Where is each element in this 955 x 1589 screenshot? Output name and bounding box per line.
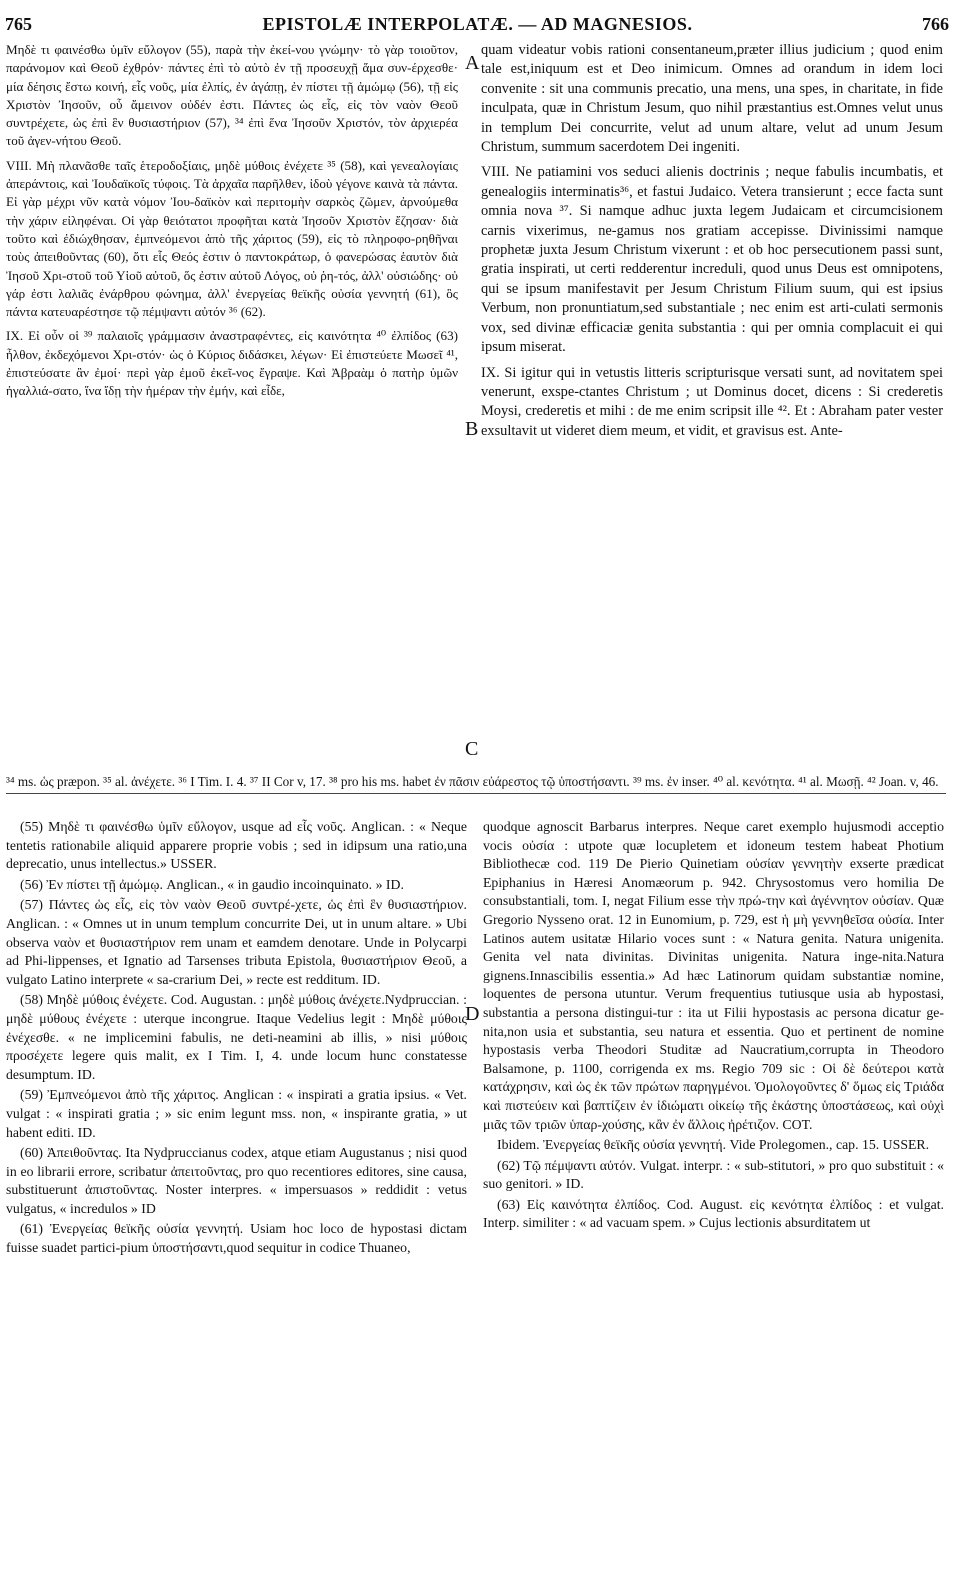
page-header xyxy=(0,14,955,36)
footnote: (55) Μηδὲ τι φαινέσθω ὑμῖν εὔλογον, usque ad εἷς νοῦς. Anglican. : « Neque tentetis rationabile aliquid apparere proprie vobis ; sed in idipsum una ratio,una deprecatio, unus intellectus.» USSER. xyxy=(6,819,467,872)
critical-apparatus: ³⁴ ms. ὡς præpon. ³⁵ al. ἀνέχετε. ³⁶ I Tim. I. 4. ³⁷ II Cor v, 17. ³⁸ pro his ms. habet ἐν πᾶσιν εὐάρεστος τῷ ὑποστήσαντι. ³⁹ ms. ἐν inser. ⁴⁰ al. κενότητα. ⁴¹ al. Μωσῇ. ⁴² Joan. v, 46. xyxy=(6,772,946,794)
footnote: (62) Τῷ πέμψαντι αὐτόν. Vulgat. interpr. : « sub-stitutori, » pro quo substituit : « suo genitori. » ID. xyxy=(483,1157,944,1192)
latin-paragraph-viii: VIII. Ne patiamini vos seduci alienis doctrinis ; neque fabulis incumbatis, et genealogiis interminatis³⁶, et fastui Judaico. Vetera transierunt ; ecce facta sunt omnia nova ³⁷. Si namque adhuc juxta legem Judaicam et circumcisionem carnis vixerimus, ne-gamus nos gratiam accepisse. Divinissimi namque prophetæ juxta Jesum Christum vixerunt : et ob hoc persecutionem passi sunt, gratia inspirati, ut certi redderentur increduli, quod unus Deus est omnipotens, qui se ipsum manifestavit per Jesum Christum Filium suum, qui est ipsius Verbum, non pronuntiatum,sed substantiale ; nec enim est arti-culati sermonis vox, sed divinæ efficaciæ genita substantia : qui per omnia complacuit ei qui ipsum miserat. xyxy=(481,164,943,356)
left-page-number: 765 xyxy=(5,14,32,34)
latin-paragraph-ix: IX. Si igitur qui in vetustis litteris scripturisque versati sunt, ad novitatem spei venerunt, exspe-ctantes Christum ; ut Dominus docet, dicens : Si crederetis Moysi, crederetis et mihi : de me enim scripsit ille ⁴². Et : Abraham pater vester exsultavit ut videret diem meum, et vidit, et gravisus est. Ante- xyxy=(481,364,943,439)
footnote: Ibidem. Ἐνεργείας θεϊκῆς οὐσία γεννητή. Vide Prolegomen., cap. 15. USSER. xyxy=(497,1137,930,1153)
footnote: (61) Ἐνεργείας θεϊκῆς οὐσία γεννητή. Usiam hoc loco de hypostasi dictam fuisse suadet partici-pium ὑποστήσαντι,quod sequitur in codice Thuaneo, xyxy=(6,1221,467,1256)
section-marker-d: D xyxy=(465,1003,480,1025)
footnote: (57) Πάντες ὡς εἷς, εἰς τὸν ναὸν Θεοῦ συντρέ-χετε, ὡς ἐπὶ ἓν θυσιαστήριον. Anglican. : « Omnes ut in unum templum concurrite Dei, ut in unum altare. » Ubi observa ναὸν et θυσιαστήριον rem unam et eamdem denotare. Unde in Polycarpi ad Phi-lippenses, et Ignatio ad Tarsenses tributa Epistola, θυσιαστήριον Θεοῦ, a vulgato Latino interprete « sa-crarium Dei, » recte est redditum. ID. xyxy=(6,897,467,987)
greek-paragraph-vii-end: Μηδὲ τι φαινέσθω ὑμῖν εὔλογον (55), παρὰ τὴν ἐκεί-νου γνώμην· τὸ γὰρ τοιοῦτον, παράνομον καὶ Θεοῦ ἐχθρόν· πάντες ἐπὶ τὸ αὐτὸ ἐν τῇ προσευχῇ ἅμα συν-έρχεσθε· μία δέησις ἔστω κοινή, εἷς νοῦς, μία ἐλπίς, ἐν ἀγάπῃ, ἐν πίστει τῇ ἀμώμῳ (56), τῇ εἰς Χριστὸν Ἰησοῦν, οὗ ἄμεινον οὐδέν ἐστι. Πάντες ὡς εἷς, εἰς τὸν ναὸν Θεοῦ συντρέχετε, ὡς ἐπὶ ἓν θυσιαστήριον (57), ³⁴ ἐπὶ ἕνα Ἰησοῦν Χριστόν, τὸν ἀρχιερέα τοῦ ἀγεν-νήτου Θεοῦ. xyxy=(6,42,458,149)
greek-paragraph-viii: VIII. Μὴ πλανᾶσθε ταῖς ἑτεροδοξίαις, μηδὲ μύθοις ἐνέχετε ³⁵ (58), καὶ γενεαλογίαις ἀπεράντοις, καὶ Ἰουδαϊκοῖς τύφοις. Τὰ ἀρχαῖα παρῆλθεν, ἰδοὺ γέγονε καινὰ τὰ πάντα. Εἰ γὰρ μέχρι νῦν κατὰ νόμον Ἰου-δαϊκὸν καὶ περιτομὴν σαρκὸς ζῶμεν, ἀρνούμεθα τὴν χάριν εἰληφέναι. Οἱ γὰρ θειότατοι προφῆται κατὰ Ἰησοῦν Χριστὸν ἔζησαν· διὰ τοῦτο καὶ ἐδιώχθησαν, ἐμπνεόμενοι ἀπὸ τῆς χάριτος (59), εἰς τὸ πληροφο-ρηθῆναι τοὺς ἀπειθοῦντας (60), ὅτι εἷς Θεός ἐστιν ὁ παντοκράτωρ, ὁ φανερώσας ἑαυτὸν διὰ Ἰησοῦ Χρι-στοῦ τοῦ Υἱοῦ αὐτοῦ, ὅς ἐστιν αὐτοῦ Λόγος, οὐ ῥη-τός, ἀλλ' οὐσιώδης· οὐ γάρ ἐστι λαλιᾶς ἐνάρθρου φώνημα, ἀλλ' ἐνεργείας θεϊκῆς οὐσία γεννητή (61), ὃς πάντα κατευαρέστησε τῷ πέμψαντι αὐτόν ³⁶ (62). xyxy=(6,157,458,320)
greek-paragraph-ix: IX. Εἰ οὖν οἱ ³⁹ παλαιοῖς γράμμασιν ἀναστραφέντες, εἰς καινότητα ⁴⁰ ἐλπίδος (63) ἦλθον, ἐκδεχόμενοι Χρι-στόν· ὡς ὁ Κύριος διδάσκει, λέγων· Εἰ ἐπιστεύετε Μωσεῖ ⁴¹, ἐπιστεύσατε ἂν ἐμοί· περὶ γὰρ ἐμοῦ ἐκεῖ-νος ἔγραψε. Καὶ Ἀβραὰμ ὁ πατὴρ ὑμῶν ἠγαλλιά-σατο, ἵνα ἴδῃ τὴν ἡμέραν τὴν ἐμήν, καὶ εἶδε, xyxy=(6,328,458,399)
footnote: (63) Εἰς καινότητα ἐλπίδος. Cod. August. εἰς κενότητα ἐλπίδος : et vulgat. Interp. similiter : « ad vacuam spem. » Cujus lectionis absurditatem ut xyxy=(483,1196,944,1231)
section-marker-a: A xyxy=(465,52,480,74)
section-marker-b: B xyxy=(465,418,479,440)
footnotes-left-column xyxy=(6,818,467,1260)
footnote: (56) Ἐν πίστει τῇ ἀμώμῳ. Anglican., « in gaudio incoinquinato. » ID. xyxy=(20,876,404,892)
running-title: EPISTOLÆ INTERPOLATÆ. — AD MAGNESIOS. xyxy=(262,14,693,34)
footnote: (58) Μηδὲ μύθοις ἐνέχετε. Cod. Augustan. : μηδὲ μύθοις ἀνέχετε.Nydpruccian. : μηδὲ μύθους ἐνέχετε : uterque incongrue. Itaque Vedelius legit : Μηδὲ μύθοις ἐνέχεσθε. « ne implicemini fabulis, ne deti-neamini ab illis, » nisi μύθοις προσέχετε legere quis malit, ex I Tim. I, 4. unde locum hunc constatesse desumptum. ID. xyxy=(6,992,467,1082)
greek-text-column xyxy=(6,41,458,407)
footnote: (59) Ἐμπνεόμενοι ἀπὸ τῆς χάριτος. Anglican : « inspirati a gratia ipsius. « Vet. vulgat : « inspirati gratia ; » sic enim legunt mss. non, « inspirante gratia, » ut habent editi. ID. xyxy=(6,1087,467,1140)
latin-text-column xyxy=(481,41,943,447)
footnote-continuation: quodque agnoscit Barbarus interpres. Neque caret exemplo hujusmodi acceptio vocis οὐσία : utpote quæ locupletem et idoneum testem habeat Photium Bibliothecæ cod. 119 De Pierio Quinetiam οὐσίαν γεννητὴν exserte prædicat Epiphanius in Hæresi Anomæorum p. 942. Chrysostomus vero homilia De consubstantiali, tom. I, negat Filium esse τὴν πρώ-την καὶ ἀγέννητον οὐσίαν. Quæ Gregorio Nysseno orat. 12 in Eunomium, p. 729, est ἡ μὴ γεννηθεῖσα οὐσία. Inter Latinos autem usitatæ Hilario voces sunt : « Natura genita. Natura unigenita. Genita vel nata divinitas. Divinitas unigenita. Natura inge-nita.Natura gignens.Innascibilis essentia.» Ad hæc Latinorum quidam substantiæ nomine, loquentes de persona utuntur. Verum frequentius tutiusque usia ab hypostasi, substantia a persona distingui-tur : ita ut Filii hypostasis ac persona dicatur ge-nita,non usia et substantia, seu natura et essentia. Quo et pertinent de nomine hypostasis verba Theodori Studitæ ad Naucratium,corrupta in Theodoro Balsamone, p. 1100, corrigenda ex ms. Regio 709 sic : Οἱ δὲ δεύτεροι κατὰ κατάχρησιν, καὶ ὡς ἐκ τῶν πρώτων παρηγμένοι. Ὁμολογοῦντες δ' ὅμως εἰς Τριάδα καὶ πιστεύειν καὶ βαπτίζειν ἐν ἰδιώματι οἰκείῳ τῆς ἑκάστης ὑποστάσεως, καὶ οὐχὶ μιᾶς τῶν τριῶν ὑπαρ-χούσης, κἂν ἐν ἄλλοις ἠρέτιζον. COT. xyxy=(483,819,944,1132)
footnote: (60) Ἀπειθοῦντας. Ita Nydpruccianus codex, atque etiam Augustanus ; nisi quod in eo librarii errore, scribatur ἀπειτοῦντας, pro quo recentiores editores, sine causa, substituerunt ἀπιστοῦντας. Noster interpres. « impersuasos » reddidit : vetus vulgatus, « incredulos » ID xyxy=(6,1145,467,1216)
right-page-number: 766 xyxy=(922,14,949,34)
section-marker-c: C xyxy=(465,738,479,760)
footnotes-right-column xyxy=(483,818,944,1235)
latin-paragraph-vii-end: quam videatur vobis rationi consentaneum,præter illius judicium ; quod enim tale est,iniquum est et Deo inimicum. Omnes ad orandum in idem loci convenite : sit una communis precatio, una mens, una spes, in charitate, in fide inculpata, quæ in Christum Jesum, quo nihil præstantius est.Omnes velut unus in templum Dei concurrite, velut ad unum altare, velut ad unum Jesum Christum, summum sacerdotem Dei ingeniti. xyxy=(481,42,943,156)
